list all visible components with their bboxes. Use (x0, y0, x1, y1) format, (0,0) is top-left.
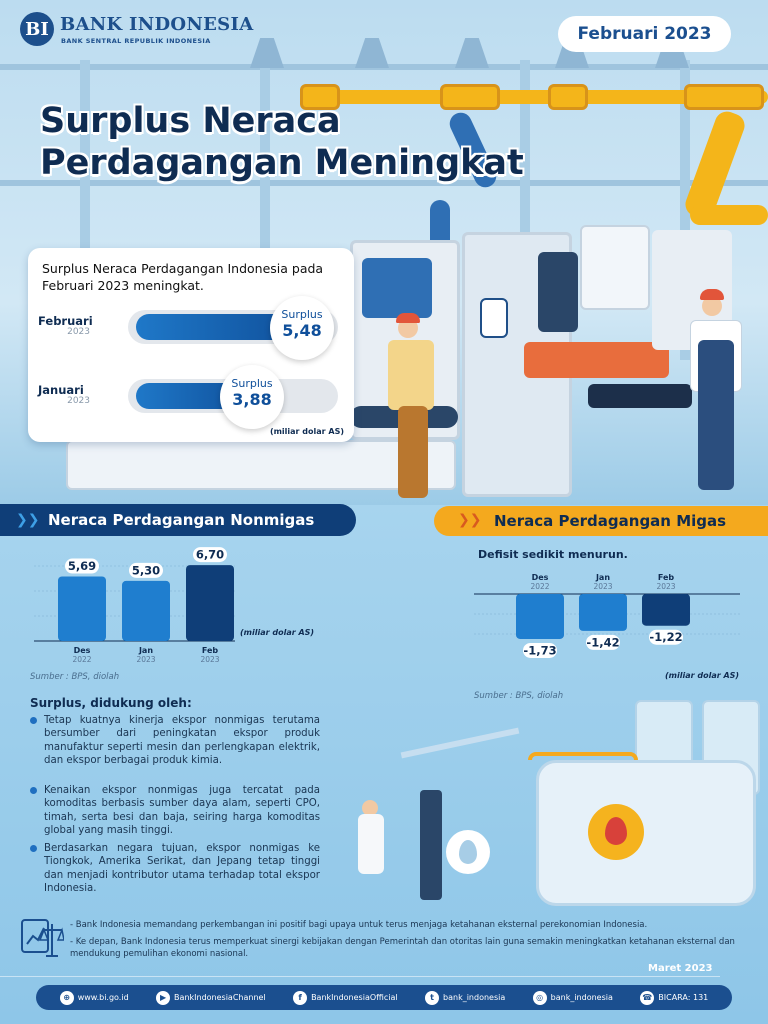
footer-date: Maret 2023 (648, 963, 713, 974)
summary-bubble-label: Surplus (231, 377, 273, 390)
summary-card (28, 248, 354, 442)
footer-link-youtube[interactable] (156, 991, 266, 1005)
bullet-dot-icon (30, 717, 37, 724)
footer-link-text: bank_indonesia (550, 993, 613, 1002)
category-year: 2022 (72, 655, 92, 664)
facebook-icon: f (293, 991, 307, 1005)
category-year: 2023 (593, 582, 613, 591)
category-label: Feb (201, 646, 219, 655)
pipeline-column (420, 790, 442, 900)
bar-feb (642, 594, 690, 626)
category-label: Jan (138, 646, 154, 655)
footer-bar (36, 985, 732, 1010)
title-line-2: Perdagangan Meningkat (40, 143, 524, 183)
summary-bubble-value: 3,88 (232, 390, 272, 409)
migas-chart (470, 568, 750, 678)
category-label: Feb (657, 573, 675, 582)
summary-unit: (miliar dolar AS) (269, 427, 344, 436)
support-bullet (30, 784, 320, 838)
summary-intro: Surplus Neraca Perdagangan Indonesia pada Februari 2023 meningkat. (42, 261, 324, 293)
bar-des (516, 594, 564, 639)
category-year: 2023 (656, 582, 676, 591)
oil-tank (536, 760, 756, 906)
summary-month-jan: Januari (38, 383, 84, 397)
title-line-1: Surplus Neraca (40, 101, 341, 141)
worker-overall (698, 340, 734, 490)
nonmigas-source: Sumber : BPS, diolah (30, 672, 120, 682)
bullet-dot-icon (30, 787, 37, 794)
summary-bubble-label: Surplus (281, 308, 323, 321)
value-label: -1,22 (649, 630, 683, 645)
chevron-right-icon: ❯❯ (458, 512, 482, 528)
pump-jack (401, 728, 520, 759)
bar-des (58, 577, 106, 641)
machine-panel (362, 258, 432, 318)
summary-bubble-jan (220, 365, 284, 429)
footer-link-website[interactable] (60, 991, 129, 1005)
calculator-panel (480, 298, 508, 338)
youtube-icon: ▶ (156, 991, 170, 1005)
nonmigas-banner: Neraca Perdagangan Nonmigas (0, 504, 356, 536)
value-label: 6,70 (195, 547, 225, 562)
press-column (538, 252, 578, 332)
footer-link-text: BankIndonesiaOfficial (311, 993, 398, 1002)
footer-link-text: BankIndonesiaChannel (174, 993, 266, 1002)
oil-drop-icon (605, 817, 627, 845)
support-title: Surplus, didukung oleh: (30, 696, 192, 710)
bar-feb (186, 565, 234, 641)
category-year: 2023 (200, 655, 220, 664)
worker-cap (700, 289, 724, 300)
bar-jan (122, 581, 170, 641)
footer-link-text: bank_indonesia (443, 993, 506, 1002)
migas-banner: Neraca Perdagangan Migas (434, 506, 768, 536)
value-label: 5,30 (131, 563, 161, 578)
note-2: - Ke depan, Bank Indonesia terus memperkuat sinergi kebijakan dengan Pemerintah dan otoritas lain guna semakin meningkatkan ketahanan eksternal dan mendukung pemulihan ekonomi nasional. (70, 937, 735, 959)
bicara-icon: ☎ (640, 991, 654, 1005)
ceiling-lamp (455, 38, 489, 68)
footer-link-instagram[interactable] (533, 991, 613, 1005)
nonmigas-chart (30, 540, 350, 670)
chevron-right-icon: ❯❯ (16, 512, 40, 528)
footer-link-facebook[interactable] (293, 991, 398, 1005)
footer-divider (0, 976, 720, 977)
press-head (580, 225, 650, 310)
worker-legs (398, 406, 428, 498)
migas-unit: (miliar dolar AS) (665, 671, 740, 680)
summary-month-feb: Februari (38, 314, 93, 328)
value-label: -1,73 (523, 643, 557, 658)
bank-logo-icon: BI (20, 12, 54, 46)
summary-bubble-value: 5,48 (282, 321, 322, 340)
category-year: 2022 (530, 582, 550, 591)
bank-name: BANK INDONESIA (60, 14, 254, 35)
support-bullet-text: Tetap kuatnya kinerja ekspor nonmigas terutama bersumber dari peningkatan ekspor produk manufaktur seperti mesin dan perlengkapan elektrik, dan ekspor berbagai produk kimia. (44, 715, 320, 767)
twitter-icon: t (425, 991, 439, 1005)
water-drop-icon (459, 840, 477, 864)
oil-pipe (528, 752, 638, 760)
nonmigas-unit: (miliar dolar AS) (240, 628, 315, 637)
press-keypad (588, 384, 692, 408)
summary-year-feb: 2023 (67, 327, 90, 337)
support-bullet-text: Kenaikan ekspor nonmigas juga tercatat pada komoditas berbasis sumber daya alam, seperti CPO, timah, serta besi dan baja, seiring harga komoditas global yang masih tinggi. (44, 785, 320, 837)
footer-link-text: BICARA: 131 (658, 993, 709, 1002)
ceiling-lamp (355, 38, 389, 68)
instagram-icon: ◎ (533, 991, 547, 1005)
value-label: -1,42 (586, 635, 620, 650)
category-label: Des (531, 573, 549, 582)
footer-link-twitter[interactable] (425, 991, 505, 1005)
ceiling-lamp (250, 38, 284, 68)
scientist-body (358, 814, 384, 874)
press-bed (524, 342, 669, 378)
page-title (40, 100, 524, 184)
category-label: Des (73, 646, 91, 655)
value-label: 5,69 (67, 559, 97, 574)
category-year: 2023 (136, 655, 156, 664)
globe-icon: ⊕ (60, 991, 74, 1005)
rail-hub (684, 84, 764, 110)
refinery-illustration (340, 700, 768, 910)
footer-link-text: www.bi.go.id (77, 993, 129, 1002)
summary-year-jan: 2023 (67, 396, 90, 406)
migas-source: Sumber : BPS, diolah (474, 691, 564, 701)
category-label: Jan (595, 573, 611, 582)
worker-body (388, 340, 434, 410)
summary-bubble-feb (270, 296, 334, 360)
period-badge: Februari 2023 (558, 16, 731, 52)
migas-subtitle: Defisit sedikit menurun. (478, 548, 628, 561)
rail-hub (548, 84, 588, 110)
bullet-dot-icon (30, 845, 37, 852)
note-1: - Bank Indonesia memandang perkembangan ini positif bagi upaya untuk terus menjaga ketahanan eksternal perekonomian Indonesia. (70, 920, 648, 930)
worker-cap (396, 313, 420, 323)
support-bullet (30, 714, 320, 768)
bar-jan (579, 594, 627, 631)
footer-link-bicara[interactable] (640, 991, 708, 1005)
support-bullet (30, 842, 320, 896)
bank-subtitle: BANK SENTRAL REPUBLIK INDONESIA (61, 37, 211, 45)
scale-balance-icon (18, 916, 64, 960)
support-bullet-text: Berdasarkan negara tujuan, ekspor nonmigas ke Tiongkok, Amerika Serikat, dan Jepang tetap tinggi dan menjadi kontributor utama terhadap total ekspor Indonesia. (44, 843, 320, 895)
yellow-robot-arm (690, 205, 768, 225)
